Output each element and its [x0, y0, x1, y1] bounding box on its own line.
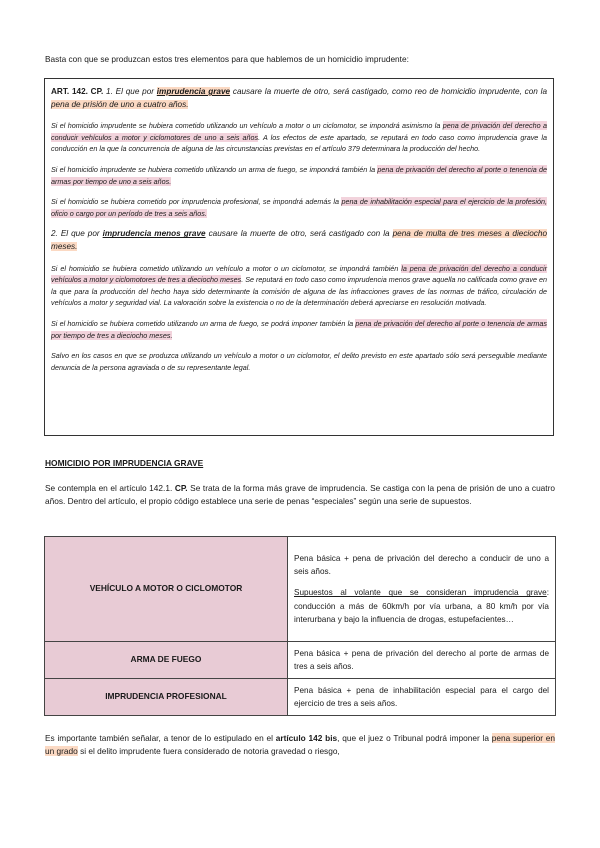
table-cell-vehiculo: VEHÍCULO A MOTOR O CICLOMOTOR: [45, 537, 288, 642]
article-box: [44, 78, 554, 436]
table-cell-profesional: IMPRUDENCIA PROFESIONAL: [45, 679, 288, 716]
article-paragraph-5: 2. El que por imprudencia menos grave causare la muerte de otro, será castigado con la pena de multa de tres meses a dieciocho meses.: [51, 229, 548, 251]
table-cell-arma: ARMA DE FUEGO: [45, 642, 288, 679]
table-row: [45, 537, 556, 642]
highlight-privacion-armas: pena de privación del derecho al porte o tenencia de armas por tiempo de uno a seis años.: [51, 164, 547, 186]
highlight-inhabilitacion: pena de inhabilitación especial para el ejercicio de la profesión, oficio o cargo por un período de tres a seis años.: [51, 197, 547, 218]
highlight-privacion-conducir-2: la pena de privación del derecho a conducir vehículos a motor y ciclomotores de tres a dieciocho meses: [51, 263, 547, 285]
supuestos-al-volante: Supuestos al volante que se consideran imprudencia grave: [294, 588, 547, 598]
highlight-privacion-conducir: pena de privación del derecho a conducir vehículos a motor y ciclomotores de uno a seis años: [51, 121, 547, 142]
paragraph-article-142-bis: Es importante también señalar, a tenor de lo estipulado en el artículo 142 bis, que el juez o Tribunal podrá imponer la pena superior en un grado si el delito imprudente fuera considerado de notoria gravedad o riesgo,: [45, 733, 555, 757]
table-cell-vehiculo-detail: Pena básica + pena de privación del derecho a conducir de uno a seis años. Supuestos al volante que se consideran imprudencia grave: conducción a más de 60km/h por vía urbana, a 80 km/h por vía interurbana y bajo la influencia de drogas, estupefacientes…: [288, 537, 556, 642]
section-title: HOMICIDIO POR IMPRUDENCIA GRAVE: [45, 458, 204, 468]
highlight-privacion-armas-2: pena de privación del derecho al porte o tenencia de armas por tiempo de tres a dieciocho meses.: [51, 318, 547, 340]
article-paragraph-3: Si el homicidio imprudente se hubiera cometido utilizando un arma de fuego, se impondrá también la pena de privación del derecho al porte o tenencia de armas por tiempo de uno a seis años.: [51, 164, 547, 186]
article-paragraph-6: Si el homicidio se hubiera cometido utilizando un vehículo a motor o un ciclomotor, se impondrá también la pena de privación del derecho a conducir vehículos a motor y ciclomotores de tres a dieciocho meses. Se reputará en todo caso como imprudencia menos grave aquella no calificada como grave en la que para la producción del hecho haya sido determinante la comisión de alguna de las infracciones graves de las normas de tráfico, circulación de vehículos a motor y seguridad vial. La valoración sobre la existencia o no de la determinación deberá apreciarse en resolución motivada.: [51, 263, 547, 308]
imprudencia-grave-term: imprudencia grave: [156, 87, 231, 96]
intro-text: Basta con que se produzcan estos tres elementos para que hablemos de un homicidio imprudente:: [45, 54, 409, 64]
highlight-pena-prision: pena de prisión de uno a cuatro años.: [51, 99, 189, 109]
imprudencia-menos-grave-term: imprudencia menos grave: [102, 229, 206, 239]
highlight-pena-multa: pena de multa de tres meses a dieciocho meses.: [51, 229, 548, 251]
article-paragraph-7: Si el homicidio se hubiera cometido utilizando un arma de fuego, se podrá imponer también la pena de privación del derecho al porte o tenencia de armas por tiempo de tres a dieciocho meses.: [51, 318, 547, 340]
article-paragraph-8: Salvo en los casos en que se produzca utilizando un vehículo a motor o un ciclomotor, el delito previsto en este apartado sólo será perseguible mediante denuncia de la persona agraviada o de su representante legal.: [51, 351, 547, 372]
table-row: [45, 679, 556, 716]
paragraph-article-142: Se contempla en el artículo 142.1. CP. Se trata de la forma más grave de imprudencia. Se castiga con la pena de prisión de uno a cuatro años. Dentro del artículo, el propio código establece una serie de penas “especiales” según una serie de supuestos.: [45, 483, 555, 507]
table-row: [45, 642, 556, 679]
article-paragraph-1: ART. 142. CP. 1. El que por imprudencia grave causare la muerte de otro, será castigado, como reo de homicidio imprudente, con la pena de prisión de uno a cuatro años.: [51, 87, 547, 109]
penalties-table: [44, 536, 556, 716]
article-label: ART. 142. CP.: [51, 87, 104, 96]
article-paragraph-2: Si el homicidio imprudente se hubiera cometido utilizando un vehículo a motor o un ciclomotor, se impondrá asimismo la pena de privación del derecho a conducir vehículos a motor y ciclomotores de uno a seis años. A los efectos de este apartado, se reputará en todo caso como imprudencia grave la conducción en la que la concurrencia de alguna de las circunstancias previstas en el artículo 379 determinara la producción del hecho.: [51, 121, 547, 154]
table-cell-profesional-detail: Pena básica + pena de inhabilitación especial para el cargo del ejercicio de tres a seis años.: [288, 679, 556, 716]
article-paragraph-4: Si el homicidio se hubiera cometido por imprudencia profesional, se impondrá además la pena de inhabilitación especial para el ejercicio de la profesión, oficio o cargo por un período de tres a seis años.: [51, 197, 547, 218]
table-cell-arma-detail: Pena básica + pena de privación del derecho al porte de armas de tres a seis años.: [288, 642, 556, 679]
highlight-pena-superior: pena superior en un grado: [45, 733, 555, 757]
